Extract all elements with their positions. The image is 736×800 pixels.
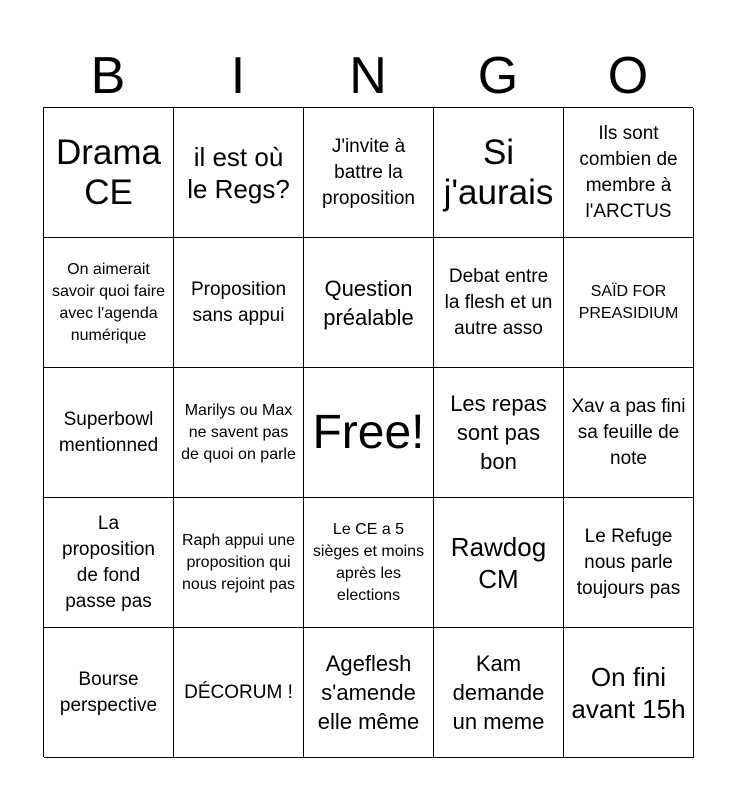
bingo-cell[interactable]: La proposition de fond passe pas bbox=[44, 498, 174, 628]
free-space-cell[interactable]: Free! bbox=[304, 368, 434, 498]
bingo-cell[interactable]: On aimerait savoir quoi faire avec l'agenda numérique bbox=[44, 238, 174, 368]
bingo-header bbox=[43, 44, 693, 108]
header-letter-o: O bbox=[607, 47, 649, 105]
bingo-cell[interactable]: Si j'aurais bbox=[434, 108, 564, 238]
header-letter-b: B bbox=[90, 47, 126, 105]
bingo-cell[interactable]: Drama CE bbox=[44, 108, 174, 238]
bingo-cell[interactable]: Question préalable bbox=[304, 238, 434, 368]
bingo-cell[interactable]: DÉCORUM ! bbox=[174, 628, 304, 758]
bingo-cell[interactable]: Ils sont combien de membre à l'ARCTUS bbox=[564, 108, 694, 238]
header-letter-g: G bbox=[477, 47, 519, 105]
bingo-card bbox=[43, 107, 693, 757]
bingo-cell[interactable]: Le CE a 5 sièges et moins après les elections bbox=[304, 498, 434, 628]
header-letter-n: N bbox=[349, 47, 387, 105]
bingo-cell[interactable]: SAÏD FOR PREASIDIUM bbox=[564, 238, 694, 368]
bingo-cell[interactable]: Raph appui une proposition qui nous rejoint pas bbox=[174, 498, 304, 628]
bingo-cell[interactable]: Bourse perspective bbox=[44, 628, 174, 758]
bingo-cell[interactable]: On fini avant 15h bbox=[564, 628, 694, 758]
bingo-cell[interactable]: Marilys ou Max ne savent pas de quoi on parle bbox=[174, 368, 304, 498]
bingo-cell[interactable]: Ageflesh s'amende elle même bbox=[304, 628, 434, 758]
bingo-cell[interactable]: Superbowl mentionned bbox=[44, 368, 174, 498]
bingo-cell[interactable]: Rawdog CM bbox=[434, 498, 564, 628]
bingo-cell[interactable]: Le Refuge nous parle toujours pas bbox=[564, 498, 694, 628]
bingo-cell[interactable]: J'invite à battre la proposition bbox=[304, 108, 434, 238]
bingo-cell[interactable]: il est où le Regs? bbox=[174, 108, 304, 238]
bingo-cell[interactable]: Les repas sont pas bon bbox=[434, 368, 564, 498]
bingo-cell[interactable]: Xav a pas fini sa feuille de note bbox=[564, 368, 694, 498]
header-letter-i: I bbox=[230, 47, 246, 105]
bingo-cell[interactable]: Kam demande un meme bbox=[434, 628, 564, 758]
bingo-cell[interactable]: Debat entre la flesh et un autre asso bbox=[434, 238, 564, 368]
bingo-cell[interactable]: Proposition sans appui bbox=[174, 238, 304, 368]
